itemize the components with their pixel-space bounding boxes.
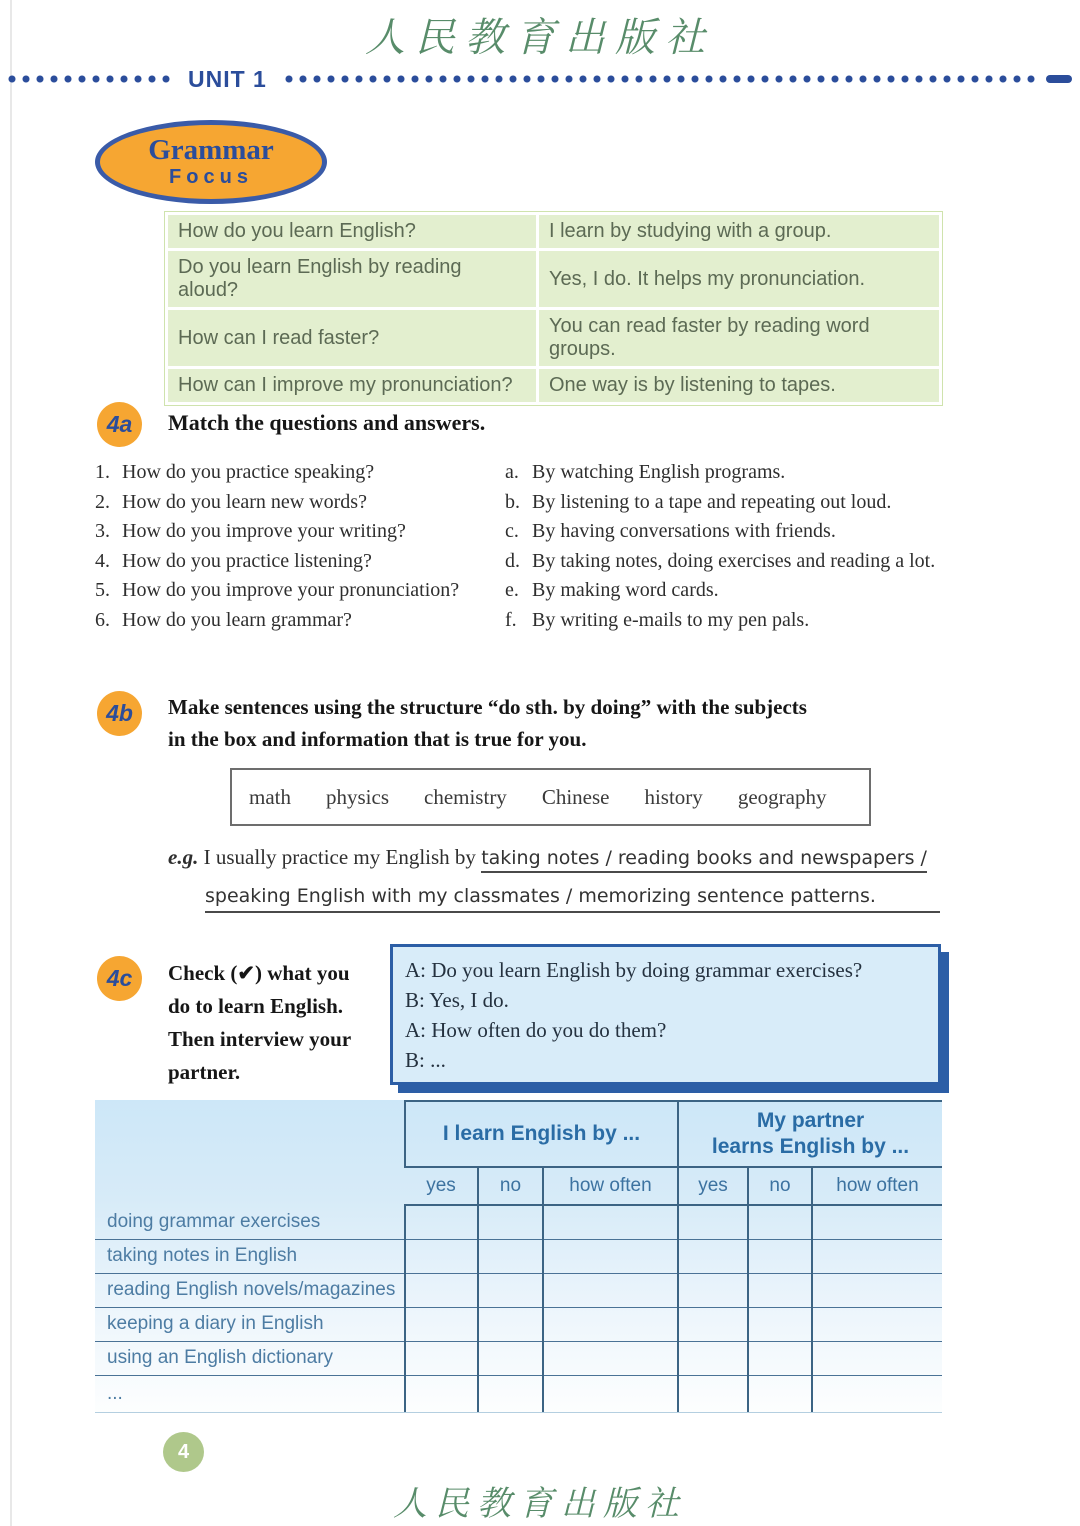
- list-item: [95, 547, 459, 577]
- survey-corner-cell: [95, 1101, 405, 1205]
- exercise-4b-title-line2: in the box and information that is true for you.: [168, 727, 587, 751]
- answer-letter: f.: [505, 608, 517, 631]
- exercise-4b-title-line1: Make sentences using the structure “do sth. by doing” with the subjects: [168, 695, 807, 719]
- grammar-focus-badge: [95, 120, 327, 204]
- list-item: [505, 606, 935, 636]
- survey-answer-cell: [478, 1341, 543, 1375]
- survey-answer-cell: [812, 1341, 942, 1375]
- survey-answer-cell: [678, 1307, 748, 1341]
- question-text: How do you improve your pronunciation?: [122, 579, 460, 601]
- example-line1: [168, 845, 943, 870]
- survey-answer-cell: [405, 1273, 478, 1307]
- answer-text: By watching English programs.: [532, 461, 786, 483]
- rule-end-dash: [1046, 75, 1072, 83]
- survey-subheader: how often: [812, 1167, 942, 1205]
- survey-answer-cell: [543, 1273, 678, 1307]
- exercise-4c-badge: 4c: [97, 956, 142, 1001]
- example-sentence: [168, 845, 943, 913]
- answer-letter: c.: [505, 520, 519, 542]
- example-handwritten-2: speaking English with my classmates / memorizing sentence patterns.: [205, 885, 876, 907]
- survey-answer-cell: [543, 1307, 678, 1341]
- question-text: How do you learn new words?: [122, 490, 367, 513]
- survey-row-label: reading English novels/magazines: [95, 1273, 405, 1307]
- survey-group2-line2: learns English by ...: [711, 1135, 910, 1158]
- example-handwritten-1: taking notes / reading books and newspapers /: [481, 847, 927, 873]
- list-item: [505, 517, 935, 547]
- survey-answer-cell: [748, 1307, 812, 1341]
- question-number: 2.: [95, 490, 110, 513]
- survey-answer-cell: [543, 1239, 678, 1273]
- survey-answer-cell: [678, 1375, 748, 1412]
- survey-answer-cell: [678, 1239, 748, 1273]
- question-number: 6.: [95, 608, 110, 631]
- instruction-line: Then interview your: [168, 1027, 352, 1051]
- table-row: [168, 251, 939, 307]
- word-box-item: Chinese: [541, 784, 610, 809]
- survey-row-label: keeping a diary in English: [95, 1307, 405, 1341]
- word-box-item: physics: [326, 784, 389, 809]
- instruction-line: do to learn English.: [168, 994, 344, 1018]
- question-text: How do you practice speaking?: [122, 461, 375, 483]
- survey-answer-cell: [812, 1205, 942, 1239]
- grammar-answer: I learn by studying with a group.: [539, 215, 939, 248]
- grammar-answer: One way is by listening to tapes.: [539, 369, 939, 402]
- exercise-4a-answers: [505, 458, 935, 635]
- list-item: [95, 576, 459, 606]
- list-item: [95, 606, 459, 636]
- survey-answer-cell: [748, 1205, 812, 1239]
- survey-answer-cell: [543, 1341, 678, 1375]
- survey-row-label: ...: [107, 1382, 123, 1404]
- grammar-focus-table: [165, 212, 942, 405]
- question-number: 5.: [95, 579, 110, 601]
- table-row: [95, 1307, 942, 1341]
- example-label: e.g.: [168, 845, 199, 869]
- grammar-focus-title: Grammar: [148, 134, 274, 166]
- grammar-question: Do you learn English by reading aloud?: [168, 251, 536, 307]
- list-item: [505, 576, 935, 606]
- question-text: How do you learn grammar?: [122, 608, 352, 631]
- survey-row-label: taking notes in English: [95, 1239, 405, 1273]
- dotted-rule-right: [285, 75, 1040, 83]
- answer-text: By taking notes, doing exercises and reading a lot.: [532, 549, 936, 572]
- survey-answer-cell: [748, 1341, 812, 1375]
- exercise-4b-badge: 4b: [97, 691, 142, 736]
- survey-row-label: using an English dictionary: [95, 1341, 405, 1375]
- answer-text: By having conversations with friends.: [532, 520, 836, 542]
- grammar-answer: Yes, I do. It helps my pronunciation.: [539, 251, 939, 307]
- survey-answer-cell: [748, 1375, 812, 1412]
- table-row: [95, 1205, 942, 1239]
- list-item: [95, 458, 459, 488]
- grammar-question: How can I improve my pronunciation?: [168, 369, 536, 402]
- answer-letter: a.: [505, 461, 519, 483]
- list-item: [505, 547, 935, 577]
- word-box-item: history: [644, 784, 703, 809]
- grammar-focus-subtitle: Focus: [169, 166, 253, 188]
- survey-answer-cell: [405, 1205, 478, 1239]
- question-text: How do you improve your writing?: [122, 520, 406, 542]
- publisher-calligraphy-bottom: 人民教育出版社: [393, 1484, 687, 1524]
- survey-answer-cell: [478, 1205, 543, 1239]
- list-item: [95, 488, 459, 518]
- survey-table-wrap: [95, 1100, 942, 1413]
- survey-subheader: yes: [678, 1167, 748, 1205]
- survey-group2-line1: My partner: [756, 1109, 865, 1132]
- survey-answer-cell: [405, 1307, 478, 1341]
- publisher-calligraphy-top: 人民教育出版社: [365, 15, 715, 61]
- answer-letter: b.: [505, 490, 520, 513]
- survey-answer-cell: [478, 1307, 543, 1341]
- survey-answer-cell: [543, 1205, 678, 1239]
- survey-answer-cell: [405, 1239, 478, 1273]
- exercise-4a-questions: [95, 458, 459, 635]
- word-box-item: math: [249, 784, 291, 809]
- survey-subheader: how often: [543, 1167, 678, 1205]
- word-box-item: geography: [737, 784, 827, 809]
- question-number: 4.: [95, 549, 110, 572]
- survey-answer-cell: [678, 1205, 748, 1239]
- list-item: [505, 488, 935, 518]
- dialogue-line: B: ...: [405, 1048, 446, 1072]
- survey-answer-cell: [405, 1341, 478, 1375]
- answer-letter: e.: [505, 579, 519, 601]
- dialogue-line: A: How often do you do them?: [405, 1018, 667, 1042]
- sample-dialogue-box: [390, 944, 941, 1085]
- survey-subheader: yes: [405, 1167, 478, 1205]
- survey-answer-cell: [478, 1239, 543, 1273]
- survey-answer-cell: [478, 1273, 543, 1307]
- survey-answer-cell: [678, 1273, 748, 1307]
- table-row: [168, 369, 939, 402]
- survey-answer-cell: [405, 1375, 478, 1412]
- grammar-question: How can I read faster?: [168, 310, 536, 366]
- grammar-answer: You can read faster by reading word groups.: [539, 310, 939, 366]
- dotted-rule-left: [8, 75, 170, 83]
- survey-answer-cell: [748, 1239, 812, 1273]
- table-row: [168, 215, 939, 248]
- survey-answer-cell: [748, 1273, 812, 1307]
- table-row: [95, 1239, 942, 1273]
- survey-answer-cell: [812, 1239, 942, 1273]
- table-row: [168, 310, 939, 366]
- survey-answer-cell: [812, 1307, 942, 1341]
- page-number-badge: 4: [163, 1432, 204, 1472]
- answer-letter: d.: [505, 549, 520, 572]
- survey-row-label: doing grammar exercises: [95, 1205, 405, 1239]
- survey-answer-cell: [812, 1375, 942, 1412]
- unit-label: UNIT 1: [188, 65, 267, 92]
- question-number: 3.: [95, 520, 110, 542]
- exercise-4a-badge: 4a: [97, 402, 142, 447]
- question-text: How do you practice listening?: [122, 549, 372, 572]
- survey-answer-cell: [478, 1375, 543, 1412]
- survey-table: [95, 1100, 942, 1412]
- survey-answer-cell: [543, 1375, 678, 1412]
- answer-text: By writing e-mails to my pen pals.: [532, 608, 810, 631]
- unit-rule: [8, 65, 1072, 92]
- exercise-4c-instruction: [168, 957, 393, 1089]
- example-lead: I usually practice my English by: [203, 845, 482, 869]
- example-line2: [205, 883, 940, 913]
- list-item: [95, 517, 459, 547]
- list-item: [505, 458, 935, 488]
- answer-text: By making word cards.: [532, 579, 719, 601]
- dialogue-line: A: Do you learn English by doing grammar exercises?: [405, 958, 863, 982]
- page-scan-edge: [10, 0, 12, 1526]
- survey-subheader: no: [478, 1167, 543, 1205]
- survey-group1-header: I learn English by ...: [405, 1101, 678, 1167]
- subject-word-box: [230, 768, 871, 826]
- survey-subheader: no: [748, 1167, 812, 1205]
- table-row: [95, 1101, 942, 1167]
- question-number: 1.: [95, 461, 110, 483]
- table-row: [95, 1375, 942, 1412]
- survey-group2-header: [678, 1101, 942, 1167]
- dialogue-line: B: Yes, I do.: [405, 988, 509, 1012]
- table-row: [95, 1273, 942, 1307]
- exercise-4a-title: Match the questions and answers.: [168, 410, 486, 435]
- survey-answer-cell: [678, 1341, 748, 1375]
- instruction-line: partner.: [168, 1060, 241, 1084]
- word-box-item: chemistry: [424, 784, 507, 809]
- answer-text: By listening to a tape and repeating out loud.: [532, 490, 892, 513]
- survey-answer-cell: [812, 1273, 942, 1307]
- instruction-line: Check (✔) what you: [168, 961, 350, 985]
- table-row: [95, 1341, 942, 1375]
- grammar-question: How do you learn English?: [168, 215, 536, 248]
